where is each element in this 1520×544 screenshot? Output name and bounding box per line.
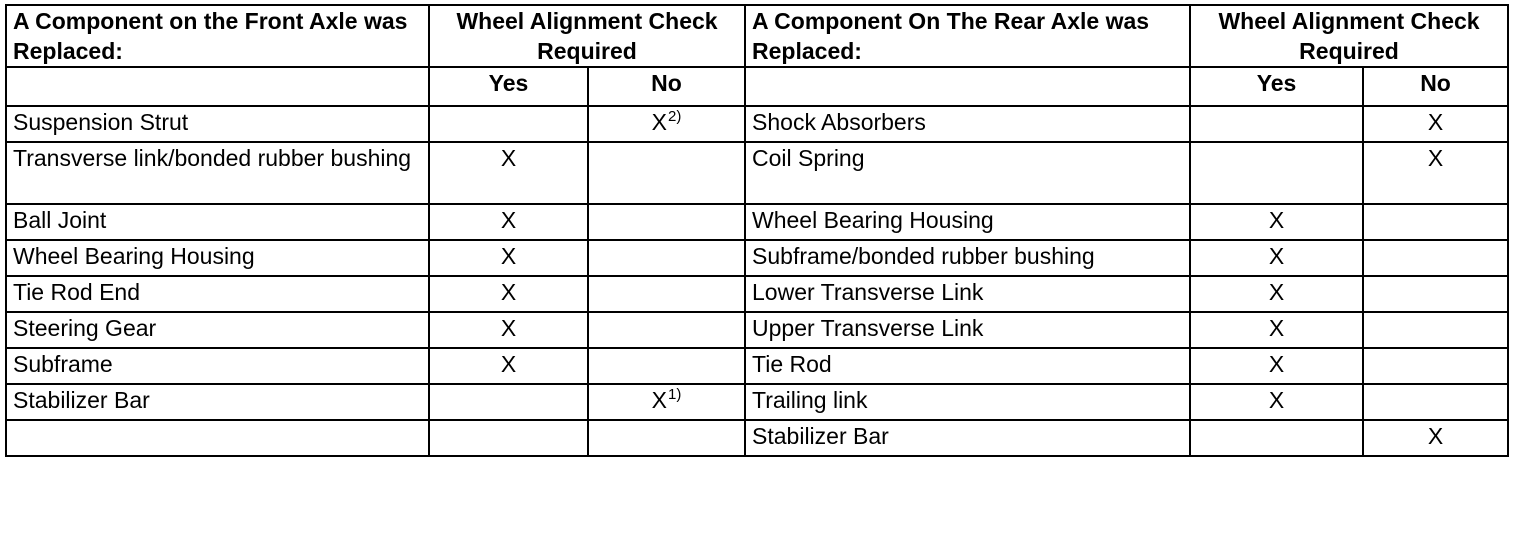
rear-yes-text: X	[1268, 207, 1285, 233]
front-component-cell	[6, 312, 429, 348]
front-component-cell	[6, 240, 429, 276]
rear-component-text: Wheel Bearing Housing	[752, 207, 994, 233]
front-no-text: X	[651, 109, 667, 135]
rear-component-cell	[745, 420, 1190, 456]
rear-component-text: Shock Absorbers	[752, 109, 926, 135]
front-no-cell	[588, 276, 745, 312]
front-no-cell	[588, 106, 745, 142]
rear-yes-cell	[1190, 420, 1363, 456]
alignment-table-wrapper	[5, 4, 1509, 457]
table-row	[6, 420, 1508, 456]
front-no-cell	[588, 240, 745, 276]
rear-component-cell	[745, 276, 1190, 312]
front-yes-cell	[429, 384, 588, 420]
front-yes-cell	[429, 312, 588, 348]
wheel-alignment-table	[5, 4, 1509, 457]
rear-component-cell	[745, 106, 1190, 142]
rear-yes-cell	[1190, 240, 1363, 276]
table-row	[6, 142, 1508, 204]
rear-yes-cell	[1190, 142, 1363, 204]
front-yes-text: X	[500, 145, 517, 171]
rear-blank-subheader	[745, 67, 1190, 106]
front-yes-cell	[429, 142, 588, 204]
front-yes-text: X	[500, 315, 517, 341]
table-row	[6, 240, 1508, 276]
front-yes-cell	[429, 204, 588, 240]
table-row	[6, 276, 1508, 312]
rear-no-cell	[1363, 420, 1508, 456]
rear-yes-cell	[1190, 276, 1363, 312]
rear-yes-cell	[1190, 348, 1363, 384]
front-component-text: Subframe	[13, 351, 113, 377]
front-yes-text: X	[500, 243, 517, 269]
rear-yes-cell	[1190, 312, 1363, 348]
table-row	[6, 348, 1508, 384]
rear-no-cell	[1363, 276, 1508, 312]
rear-component-text: Tie Rod	[752, 351, 832, 377]
rear-no-cell	[1363, 348, 1508, 384]
rear-no-text: X	[1427, 109, 1444, 135]
rear-no-cell	[1363, 312, 1508, 348]
rear-yes-text: X	[1268, 351, 1285, 377]
front-yes-header: Yes	[429, 67, 588, 106]
front-component-text: Suspension Strut	[13, 109, 189, 135]
front-component-text: Ball Joint	[13, 207, 107, 233]
front-no-cell	[588, 142, 745, 204]
front-component-cell	[6, 276, 429, 312]
rear-yes-text: X	[1268, 243, 1285, 269]
table-row	[6, 106, 1508, 142]
table-body	[6, 106, 1508, 456]
rear-check-header: Wheel Alignment Check Required	[1190, 5, 1508, 67]
rear-no-header: No	[1363, 67, 1508, 106]
front-no-header: No	[588, 67, 745, 106]
rear-component-text: Lower Transverse Link	[752, 279, 984, 305]
rear-yes-header: Yes	[1190, 67, 1363, 106]
front-component-text: Stabilizer Bar	[13, 387, 150, 413]
front-yes-text: X	[500, 351, 517, 377]
rear-no-text: X	[1427, 423, 1444, 449]
front-component-text: Steering Gear	[13, 315, 157, 341]
front-no-text: X	[651, 387, 667, 413]
rear-component-text: Subframe/bonded rubber bushing	[752, 243, 1095, 269]
front-no-cell	[588, 312, 745, 348]
header-row	[6, 5, 1508, 67]
front-yes-cell	[429, 420, 588, 456]
front-yes-cell	[429, 240, 588, 276]
rear-no-cell	[1363, 204, 1508, 240]
front-component-cell	[6, 106, 429, 142]
rear-yes-text: X	[1268, 279, 1285, 305]
rear-component-text: Stabilizer Bar	[752, 423, 889, 449]
subheader-row	[6, 67, 1508, 106]
front-no-cell	[588, 348, 745, 384]
rear-component-header: A Component On The Rear Axle was Replaced:	[745, 5, 1190, 67]
front-yes-text: X	[500, 207, 517, 233]
front-component-header: A Component on the Front Axle was Replaced:	[6, 5, 429, 67]
front-no-cell	[588, 420, 745, 456]
rear-yes-text: X	[1268, 315, 1285, 341]
front-check-header: Wheel Alignment Check Required	[429, 5, 745, 67]
front-component-cell	[6, 420, 429, 456]
rear-component-cell	[745, 312, 1190, 348]
rear-yes-cell	[1190, 106, 1363, 142]
rear-no-cell	[1363, 106, 1508, 142]
front-no-cell	[588, 204, 745, 240]
rear-yes-cell	[1190, 204, 1363, 240]
rear-component-cell	[745, 142, 1190, 204]
front-yes-cell	[429, 106, 588, 142]
rear-yes-text: X	[1268, 387, 1285, 413]
table-row	[6, 312, 1508, 348]
front-yes-cell	[429, 348, 588, 384]
table-row	[6, 204, 1508, 240]
footnote-marker: 1)	[668, 386, 682, 403]
rear-no-cell	[1363, 384, 1508, 420]
footnote-marker: 2)	[668, 108, 682, 125]
front-yes-text: X	[500, 279, 517, 305]
front-component-text: Wheel Bearing Housing	[13, 243, 255, 269]
rear-component-cell	[745, 348, 1190, 384]
front-yes-cell	[429, 276, 588, 312]
rear-component-cell	[745, 384, 1190, 420]
rear-yes-cell	[1190, 384, 1363, 420]
front-component-text: Transverse link/bonded rubber bushing	[13, 145, 412, 171]
rear-component-cell	[745, 240, 1190, 276]
front-component-cell	[6, 348, 429, 384]
rear-no-text: X	[1427, 145, 1444, 171]
rear-component-text: Trailing link	[752, 387, 868, 413]
rear-component-cell	[745, 204, 1190, 240]
rear-component-text: Upper Transverse Link	[752, 315, 984, 341]
rear-component-text: Coil Spring	[752, 145, 865, 171]
front-component-text: Tie Rod End	[13, 279, 140, 305]
front-no-cell	[588, 384, 745, 420]
table-row	[6, 384, 1508, 420]
front-component-cell	[6, 384, 429, 420]
rear-no-cell	[1363, 240, 1508, 276]
rear-no-cell	[1363, 142, 1508, 204]
front-blank-subheader	[6, 67, 429, 106]
front-component-cell	[6, 142, 429, 204]
front-component-cell	[6, 204, 429, 240]
